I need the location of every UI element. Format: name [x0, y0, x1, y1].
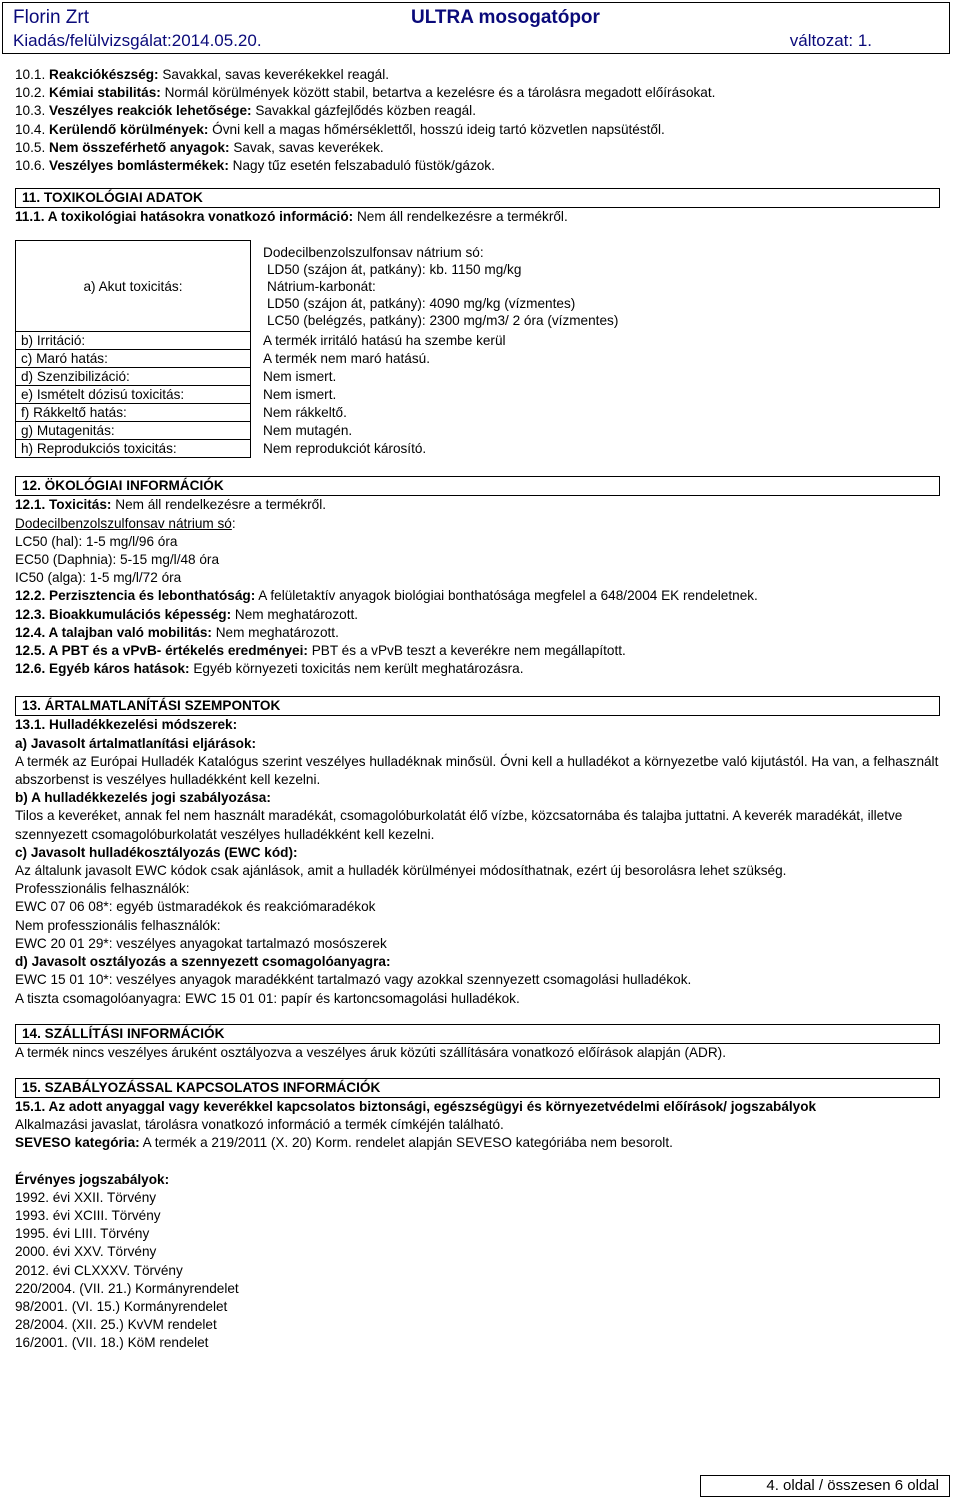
section-10 — [15, 66, 940, 175]
eco-value: IC50 (alga): 1-5 mg/l/72 óra — [15, 570, 182, 586]
substance-name: Dodecilbenzolszulfonsav nátrium só: — [15, 515, 236, 531]
item-12-2: 12.2. Perzisztencia és lebonthatóság: A felületaktív anyagok biológiai bonthatósága megfelel a 648/2004 EK rendeletnek. — [15, 588, 758, 604]
table-row: e) Ismételt dózisú toxicitás: Nem ismert. — [16, 386, 624, 404]
section-11-heading: 11. TOXIKOLÓGIAI ADATOK — [15, 188, 940, 208]
law-item: 1995. évi LIII. Törvény — [15, 1226, 150, 1242]
table-row: f) Rákkeltő hatás: Nem rákkeltő. — [16, 404, 624, 422]
sub-c-label: c) Javasolt hulladékosztályozás (EWC kód): — [15, 844, 298, 860]
law-item: 16/2001. (VII. 18.) KöM rendelet — [15, 1335, 209, 1351]
item-10-3: 10.3. Veszélyes reakciók lehetősége: Savakkal gázfejlődés közben reagál. — [15, 103, 476, 119]
section-13-heading: 13. ÁRTALMATLANÍTÁSI SZEMPONTOK — [15, 696, 940, 716]
law-item: 1993. évi XCIII. Törvény — [15, 1207, 161, 1223]
law-item: 1992. évi XXII. Törvény — [15, 1189, 157, 1205]
laws-label: Érvényes jogszabályok: — [15, 1171, 170, 1187]
item-13-1: 13.1. Hulladékkezelési módszerek: — [15, 717, 238, 733]
issue-date: Kiadás/felülvizsgálat:2014.05.20. — [13, 31, 262, 50]
table-row: h) Reprodukciós toxicitás: Nem reprodukciót károsító. — [16, 440, 624, 458]
sub-a-text: A termék az Európai Hulladék Katalógus szerint veszélyes hulladéknak minősül. Óvni kell a hulladékot a környezetbe való kijutástól. Ha van, a felhasznált abszorbenst is veszélyes hulladékként kell kezelni. — [15, 753, 939, 788]
sub-b-label: b) A hulladékkezelés jogi szabályozása: — [15, 790, 271, 806]
law-item: 2012. évi CLXXXV. Törvény — [15, 1262, 183, 1278]
law-item: 98/2001. (VI. 15.) Kormányrendelet — [15, 1298, 228, 1314]
table-row — [16, 241, 624, 332]
seveso-line: SEVESO kategória: A termék a 219/2011 (X. 20) Korm. rendelet alapján SEVESO kategóriába nem besorolt. — [15, 1135, 673, 1151]
law-item: 2000. évi XXV. Törvény — [15, 1244, 157, 1260]
item-10-6: 10.6. Veszélyes bomlástermékek: Nagy tűz esetén felszabaduló füstök/gázok. — [15, 158, 495, 174]
sub-b-text: Tilos a keveréket, annak fel nem használt maradékát, csomagolóburkolatát élő vízbe, közcsatornába és talajba juttatni. A keverék maradékát, illetve szennyezett csomagolóburkolatát veszélyes hulladékként kell kezelni. — [15, 808, 903, 842]
ewc-line: A tiszta csomagolóanyagra: EWC 15 01 01: papír és kartoncsomagolási hulladékok. — [15, 990, 520, 1006]
item-12-6: 12.6. Egyéb káros hatások: Egyéb környezeti toxicitás nem került meghatározásra. — [15, 661, 524, 677]
section-14-heading: 14. SZÁLLÍTÁSI INFORMÁCIÓK — [15, 1024, 940, 1044]
page-number: 4. oldal / összesen 6 oldal — [700, 1475, 950, 1497]
document-header — [2, 2, 950, 54]
law-item: 28/2004. (XII. 25.) KvVM rendelet — [15, 1317, 217, 1333]
transport-text: A termék nincs veszélyes áruként osztályozva a veszélyes áruk közúti szállítására vonatkozó előírások alapján (ADR). — [15, 1044, 726, 1060]
item-12-5: 12.5. A PBT és a vPvB- értékelés eredményei: PBT és a vPvB teszt a keverékre nem megállapított. — [15, 643, 626, 659]
section-15-heading: 15. SZABÁLYOZÁSSAL KAPCSOLATOS INFORMÁCIÓK — [15, 1078, 940, 1098]
ewc-line: EWC 20 01 29*: veszélyes anyagokat tartalmazó mosószerek — [15, 935, 387, 951]
table-row: b) Irritáció: A termék irritáló hatású ha szembe kerül — [16, 332, 624, 350]
item-12-4: 12.4. A talajban való mobilitás: Nem meghatározott. — [15, 624, 339, 640]
ewc-line: Nem professzionális felhasználók: — [15, 917, 221, 933]
table-row: c) Maró hatás: A termék nem maró hatású. — [16, 350, 624, 368]
item-11-1: 11.1. A toxikológiai hatásokra vonatkozó információ: Nem áll rendelkezésre a termékről. — [15, 209, 568, 225]
item-10-4: 10.4. Kerülendő körülmények: Óvni kell a magas hőmérséklettől, hosszú ideig tartó közvetlen napsütéstől. — [15, 121, 665, 137]
section-12-heading: 12. ÖKOLÓGIAI INFORMÁCIÓK — [15, 476, 940, 496]
version-label: változat: 1. — [789, 31, 872, 50]
eco-value: LC50 (hal): 1-5 mg/l/96 óra — [15, 533, 178, 549]
ewc-line: EWC 07 06 08*: egyéb üstmaradékok és reakciómaradékok — [15, 899, 376, 915]
table-row: d) Szenzibilizáció: Nem ismert. — [16, 368, 624, 386]
item-12-3: 12.3. Bioakkumulációs képesség: Nem meghatározott. — [15, 606, 359, 622]
sub-c-text: Az általunk javasolt EWC kódok csak ajánlások, amit a hulladék körülményei módosíthatnak, ezért új besorolásra lehet szükség. — [15, 863, 787, 879]
item-15-1: 15.1. Az adott anyaggal vagy keverékkel kapcsolatos biztonsági, egészségügyi és környezetvédelmi előírások/ jogszabályok — [15, 1098, 817, 1114]
table-row: g) Mutagenitás: Nem mutagén. — [16, 422, 624, 440]
sub-d-label: d) Javasolt osztályozás a szennyezett csomagolóanyagra: — [15, 954, 391, 970]
company-name: Florin Zrt — [13, 7, 89, 28]
document-body — [15, 66, 940, 1353]
toxicity-table — [15, 240, 695, 458]
item-10-5: 10.5. Nem összeférhető anyagok: Savak, savas keverékek. — [15, 139, 384, 155]
acute-values: Dodecilbenzolszulfonsav nátrium só: LD50 (szájon át, patkány): kb. 1150 mg/kg Nátrium-karbonát: LD50 (szájon át, patkány): 4090 mg/kg (vízmentes) LC50 (belégzés, patkány): 2300 mg/m3/ 2 óra (vízmentes) — [263, 244, 619, 328]
ewc-line: Professzionális felhasználók: — [15, 881, 190, 897]
item-10-2: 10.2. Kémiai stabilitás: Normál körülmények között stabil, betartva a kezelésre és a tárolásra megadott előírásokat. — [15, 85, 716, 101]
product-name: ULTRA mosogatópor — [411, 7, 600, 28]
item-12-1: 12.1. Toxicitás: Nem áll rendelkezésre a termékről. — [15, 497, 327, 513]
eco-value: EC50 (Daphnia): 5-15 mg/l/48 óra — [15, 552, 220, 568]
law-item: 220/2004. (VII. 21.) Kormányrendelet — [15, 1280, 239, 1296]
item-10-1: 10.1. Reakciókészség: Savakkal, savas keverékekkel reagál. — [15, 67, 390, 82]
usage-text: Alkalmazási javaslat, tárolásra vonatkozó információ a termék címkéjén található. — [15, 1117, 504, 1133]
sub-a-label: a) Javasolt ártalmatlanítási eljárások: — [15, 735, 257, 751]
ewc-line: EWC 15 01 10*: veszélyes anyagok maradékként tartalmazó vagy azokkal szennyezett csomagolási hulladékok. — [15, 972, 692, 988]
acute-label: a) Akut toxicitás: — [16, 241, 251, 332]
